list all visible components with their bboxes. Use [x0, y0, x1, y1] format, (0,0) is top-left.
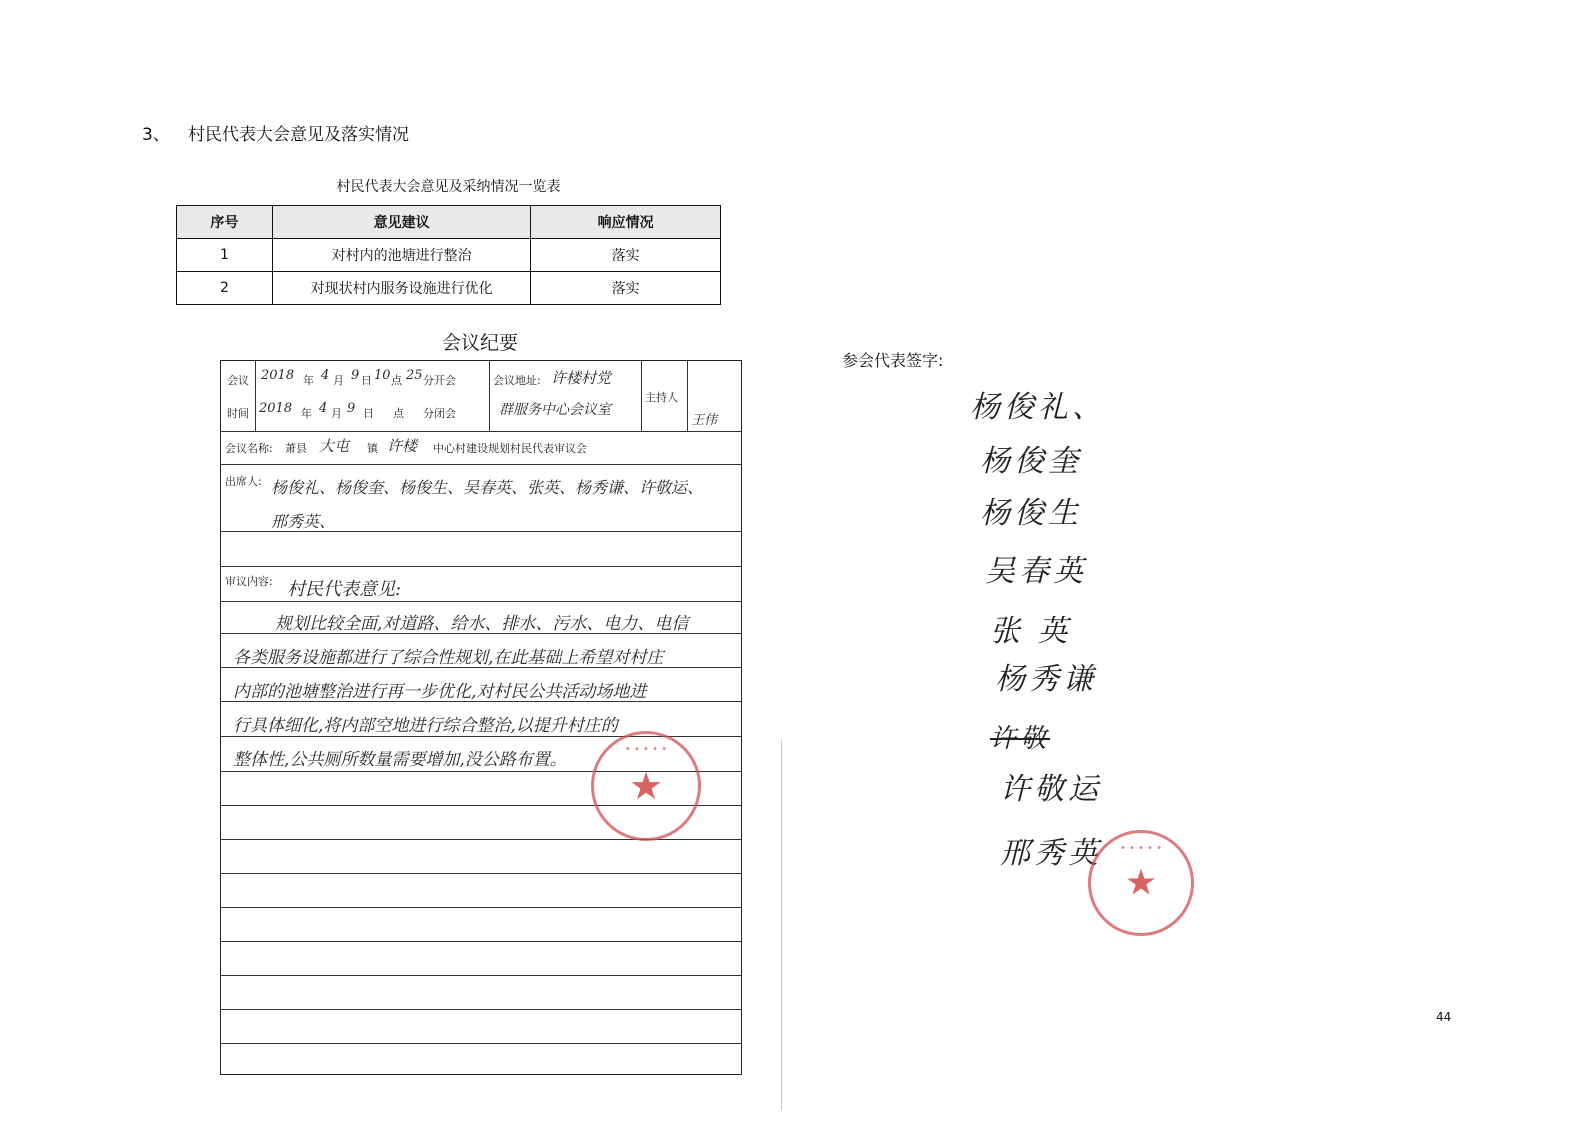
meeting-name-suffix: 中心村建设规划村民代表审议会 [433, 442, 587, 455]
star-icon: ★ [628, 764, 664, 808]
town-suffix: 镇 [367, 442, 378, 455]
signatures-label: 参会代表签字: [842, 351, 944, 370]
column-header-number: 序号 [177, 206, 273, 239]
hour-label: 点 [391, 374, 402, 387]
content-line: 规划比较全面,对道路、给水、排水、污水、电力、电信 [275, 614, 689, 634]
page-number: 44 [1436, 1010, 1452, 1024]
attendees-line2: 邢秀英、 [271, 512, 336, 531]
close-month: 4 [319, 401, 328, 416]
row-number: 2 [177, 272, 273, 305]
row-suggestion: 对村内的池塘进行整治 [272, 239, 531, 272]
meeting-name-label: 会议名称: [225, 442, 273, 455]
official-seal [1088, 830, 1194, 936]
row-number: 1 [177, 239, 273, 272]
time-label: 时间 [227, 407, 249, 420]
content-line: 内部的池塘整治进行再一步优化,对村民公共活动场地进 [233, 682, 647, 702]
meeting-label: 会议 [227, 374, 249, 387]
host-label: 主持人 [645, 391, 678, 404]
signature: 许敬运 [1000, 772, 1102, 807]
signature: 张 英 [990, 614, 1072, 649]
hour-label: 点 [393, 407, 404, 420]
signature: 杨俊奎 [980, 444, 1082, 479]
signature: 吴春英 [985, 554, 1087, 589]
row-suggestion: 对现状村内服务设施进行优化 [272, 272, 531, 305]
seal-ring: • • • • • [1119, 843, 1163, 854]
seal-ring: • • • • • [624, 744, 668, 755]
close-label: 分闭会 [423, 407, 456, 420]
month-label: 月 [333, 374, 344, 387]
official-seal [591, 731, 701, 841]
table-row [177, 239, 721, 272]
column-header-response: 响应情况 [531, 206, 721, 239]
page-divider [781, 740, 782, 1110]
star-icon: ★ [1124, 862, 1158, 904]
minutes-title: 会议纪要 [441, 332, 518, 354]
day-label: 日 [361, 374, 372, 387]
signature: 杨俊生 [980, 496, 1082, 531]
address-label: 会议地址: [493, 374, 541, 387]
row-response: 落实 [531, 272, 721, 305]
content-line: 村民代表意见: [287, 579, 402, 600]
section-number: 3、 [142, 125, 170, 145]
year-label: 年 [303, 374, 314, 387]
village-handwritten: 许楼 [387, 437, 418, 455]
attendees-label: 出席人: [225, 475, 262, 488]
content-line: 各类服务设施都进行了综合性规划,在此基础上希望对村庄 [233, 648, 664, 668]
open-month: 4 [321, 368, 330, 383]
content-label: 审议内容: [225, 575, 273, 588]
address-line2: 群服务中心会议室 [499, 402, 611, 418]
day-label: 日 [363, 407, 374, 420]
signature: 邢秀英 [1000, 836, 1102, 871]
open-minute: 25 [406, 368, 423, 383]
row-response: 落实 [531, 239, 721, 272]
address-line1: 许楼村党 [551, 369, 612, 387]
section-heading [142, 120, 409, 145]
county-text: 萧县 [285, 442, 307, 455]
attendees-line1: 杨俊礼、杨俊奎、杨俊生、吴春英、张英、杨秀谦、许敬运、 [271, 478, 704, 497]
open-day: 9 [351, 368, 360, 383]
close-year: 2018 [259, 401, 293, 416]
table-header-row [177, 206, 721, 239]
opinions-table [176, 205, 721, 305]
minutes-form [220, 360, 742, 1075]
content-line: 整体性,公共厕所数量需要增加,没公路布置。 [233, 750, 567, 770]
signature: 杨秀谦 [995, 662, 1097, 697]
host-signature: 王伟 [691, 413, 718, 428]
open-hour: 10 [374, 368, 391, 383]
column-header-suggestion: 意见建议 [272, 206, 531, 239]
signature: 杨俊礼、 [970, 390, 1106, 425]
opinions-table-title: 村民代表大会意见及采纳情况一览表 [336, 179, 561, 195]
open-label: 分开会 [423, 374, 456, 387]
content-line: 行具体细化,将内部空地进行综合整治,以提升村庄的 [233, 716, 618, 736]
open-year: 2018 [261, 368, 295, 383]
table-row [177, 272, 721, 305]
section-title: 村民代表大会意见及落实情况 [188, 125, 409, 145]
month-label: 月 [331, 407, 342, 420]
close-day: 9 [347, 401, 356, 416]
year-label: 年 [301, 407, 312, 420]
struck-signature: 许敬 [990, 724, 1051, 754]
town-handwritten: 大屯 [319, 437, 350, 455]
